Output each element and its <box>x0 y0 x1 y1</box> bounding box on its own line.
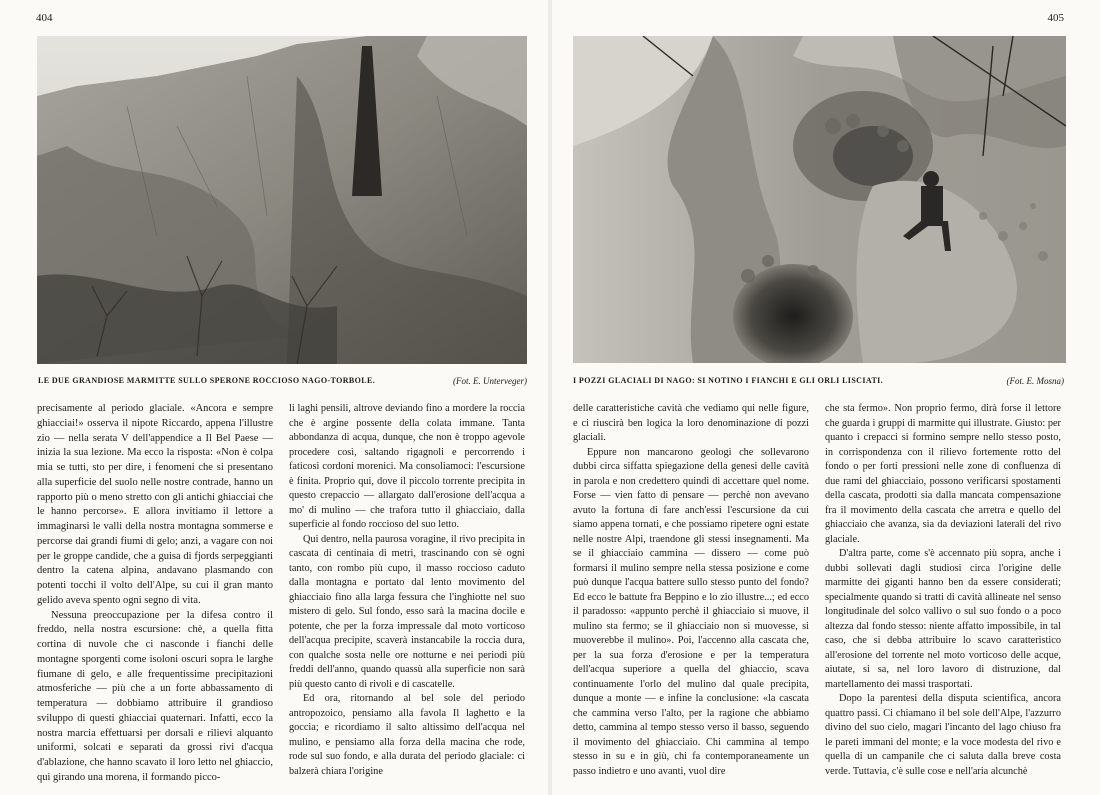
photo-cliff-marmitte <box>37 36 527 364</box>
photo-glacial-pots <box>573 36 1066 363</box>
page-number-left: 404 <box>36 12 53 24</box>
page-number-right: 405 <box>1047 12 1064 24</box>
paragraph: delle caratteristiche cavità che vediamo qui nelle figure, e ci riuscirà ben logica la loro denominazione di pozzi glaciali. <box>573 403 809 443</box>
cliff-photo-drawing <box>37 36 527 364</box>
paragraph: Nessuna preoccupazione per la difesa contro il freddo, nella nostra escursione: chè, a quella fitta cortina di nuvole che ci nasconde i fianchi delle montagne sporgenti come isoloni oscuri sopra le larghe fiumane di gelo, e alle frequentissime precipitazioni atmosferiche — più che a un forte abbassamento di temperatura — dobbiamo attribuire il grandioso sviluppo di questi ghiacciai quaternari. Infatti, ecco la nostra marcia effettuarsi per dorsali e rilievi alquanto uniformi, solcati e separati da grossi rivi d'acqua d'ablazione, che hanno scavato il loro letto nel ghiaccio, qui girando una morena, il formando picco- <box>37 609 273 783</box>
photo-credit-left: (Fot. E. Unterveger) <box>453 376 527 386</box>
photo-caption-left: LE DUE GRANDIOSE MARMITTE SULLO SPERONE ROCCIOSO NAGO-TORBOLE. <box>38 376 376 385</box>
pots-photo-drawing <box>573 36 1066 363</box>
paragraph: D'altra parte, come s'è accennato più sopra, anche i dubbi sollevati dagli studiosi circa l'origine delle marmitte dei giganti hanno ben da essere considerati; specialmente quando si tratti di cavità allineate nel senso longitudinale del solco vallivo o sul suo fondo o a poco altezza dal fondo stesso: niente affatto impossibile, in tal caso, che si debba attribuire lo scavo caratteristico all'erosione del torrente nel moto vorticoso delle acque, aiutate, si sa, nel loro lavoro di distruzione, dal martellamento dei massi trasportati. <box>825 548 1061 690</box>
paragraph: Dopo la parentesi della disputa scientifica, ancora quattro passi. Ci chiamano il bel sole dell'Alpe, l'azzurro divino del suo cielo, magari l'incanto del lago chiuso fra le pareti immani del monte; e la voce modesta del rivo e quella di un campanile che ci saluta dalla breve costa verde. Tuttavia, c'è sulle cose e nell'aria alcunchè <box>825 693 1061 777</box>
paragraph: li laghi pensili, altrove deviando fino a mordere la roccia che è argine possente della colata immane. Tanta abbondanza di acqua, dunque, che non è troppo agevole procedere così, saltando rigagnoli e percorrendo i faticosi cordoni morenici. Ma consoliamoci: l'escursione è finita. Proprio qui, dove il piccolo torrente precipita in questo crepaccio — allargato dall'erosione dell'acqua a mo' di mulino — che trafora tutto il ghiacciaio, dalla superficie al fondo roccioso del suo letto. <box>289 403 525 530</box>
photo-caption-right: I POZZI GLACIALI DI NAGO: SI NOTINO I FIANCHI E GLI ORLI LISCIATI. <box>573 376 884 385</box>
paragraph: Ed ora, ritornando al bel sole del periodo antropozoico, pensiamo alla favola Il laghetto e la goccia; e ricordiamo il salto altissimo dell'acqua nel mulino, e pensiamo alla forza della macina che rode, rode sul suo fondo, e alla durata del periodo glaciale: ci balzerà chiara l'origine <box>289 693 525 777</box>
photo-credit-right: (Fot. E. Mosna) <box>1006 376 1064 386</box>
text-column-left-2 <box>289 402 525 779</box>
right-page <box>552 0 1100 795</box>
paragraph: Eppure non mancarono geologi che sollevarono dubbi circa siffatta spiegazione della genesi delle cavità in parola e non credettero quindi di accettare quel nome. Forse — vien fatto di pensare — perchè non avevano avuto la fortuna di fare anch'essi l'escursione da cui siamo appena tornati, e che possiamo ripetere ogni estate nelle nostre Alpi, traendone gli stessi insegnamenti. Ma se il ghiacciaio cammina — dissero — come può formarsi il mulino sempre nella stessa posizione e come può dunque l'acqua battere sullo stesso punto del fondo? Ed ecco le battute fra Beppino e lo zio illustre...; ed ecco il paradosso: «appunto perchè il ghiacciaio si muove, il mulino sta fermo; se il ghiacciaio non si muovesse, si muoverebbe il mulino». Poi, l'accenno alla cascata che, per la sua forza d'erosione e per la temperatura dell'acqua superiore a quella del ghiaccio, scava continuamente l'orlo del mulino dal quale precipita, dunque a monte — e infine la conclusione: «la cascata che cammina verso l'alto, per la ragione che abbiamo detto, cammina al tempo stesso verso il basso, seguendo il movimento del ghiacciaio. Chi cammina al tempo stesso in su e in giù, chi fa contemporaneamente un passo indietro e uno avanti, vuol dire <box>573 446 809 777</box>
paragraph: precisamente al periodo glaciale. «Ancora e sempre ghiacciai!» osserva il nipote Riccardo, appena l'illustre zio — nella serata V dell'appendice a Il Bel Paese — inizia la sua lezione. Ma ecco la risposta: «Non è colpa mia se tutti, sto per dire, i fenomeni che si presentano alla superficie del suolo nelle nostre contrade, hanno un rapporto più o meno stretto con gli antichi ghiacciai che le hanno percorse». E allora invitiamo il lettore a immaginarsi le valli della nostra montagna sommerse e percorse dai grandi fiumi di gelo; anzi, a vagare con noi per le groppe candide, che a guisa di fjords serpeggianti dentro la catena alpina, andavano plasmando con potenti tocchi il volto dell'Alpe, su cui il gran manto gelido aveva spento ogni segno di vita. <box>37 403 273 606</box>
text-column-right-1 <box>573 402 809 779</box>
paragraph: Qui dentro, nella paurosa voragine, il rivo precipita in cascata di centinaia di metri, trascinando con sè ogni tanto, con rombo più cupo, il masso roccioso caduto dalla montagna e portato dal lento movimento del ghiacciaio fino alla larga fessura che l'inghiotte nel suo mistero di gelo. Sul fondo, esso sarà la macina docile e potente, che per la forza impressale dal moto vorticoso dell'acqua precipite, scaverà instancabile la roccia dura, con qualche sosta nelle ore notturne e nei periodi più freddi dell'anno, quando quassù alla superficie non sarà più questo canto di rivoli e di cascatelle. <box>289 533 525 690</box>
paragraph: che sta fermo». Non proprio fermo, dirà forse il lettore che guarda i gruppi di marmitte qui illustrate. Giusto: per quanto i crepacci si formino sempre nello stesso posto, in corrispondenza con il rilievo fortemente rotto del fondo o per forti pressioni nelle zone di confluenza di due rami del ghiacciaio, possono verificarsi spostamenti della cascata, prodotti sia dalla mancata compensazione fra il movimento della cascata che arretra e quello del ghiacciaio che avanza, sia da deviazioni laterali del rivo glaciale. <box>825 403 1061 545</box>
left-page <box>0 0 548 795</box>
text-column-left-1 <box>37 402 273 786</box>
text-column-right-2 <box>825 402 1061 779</box>
